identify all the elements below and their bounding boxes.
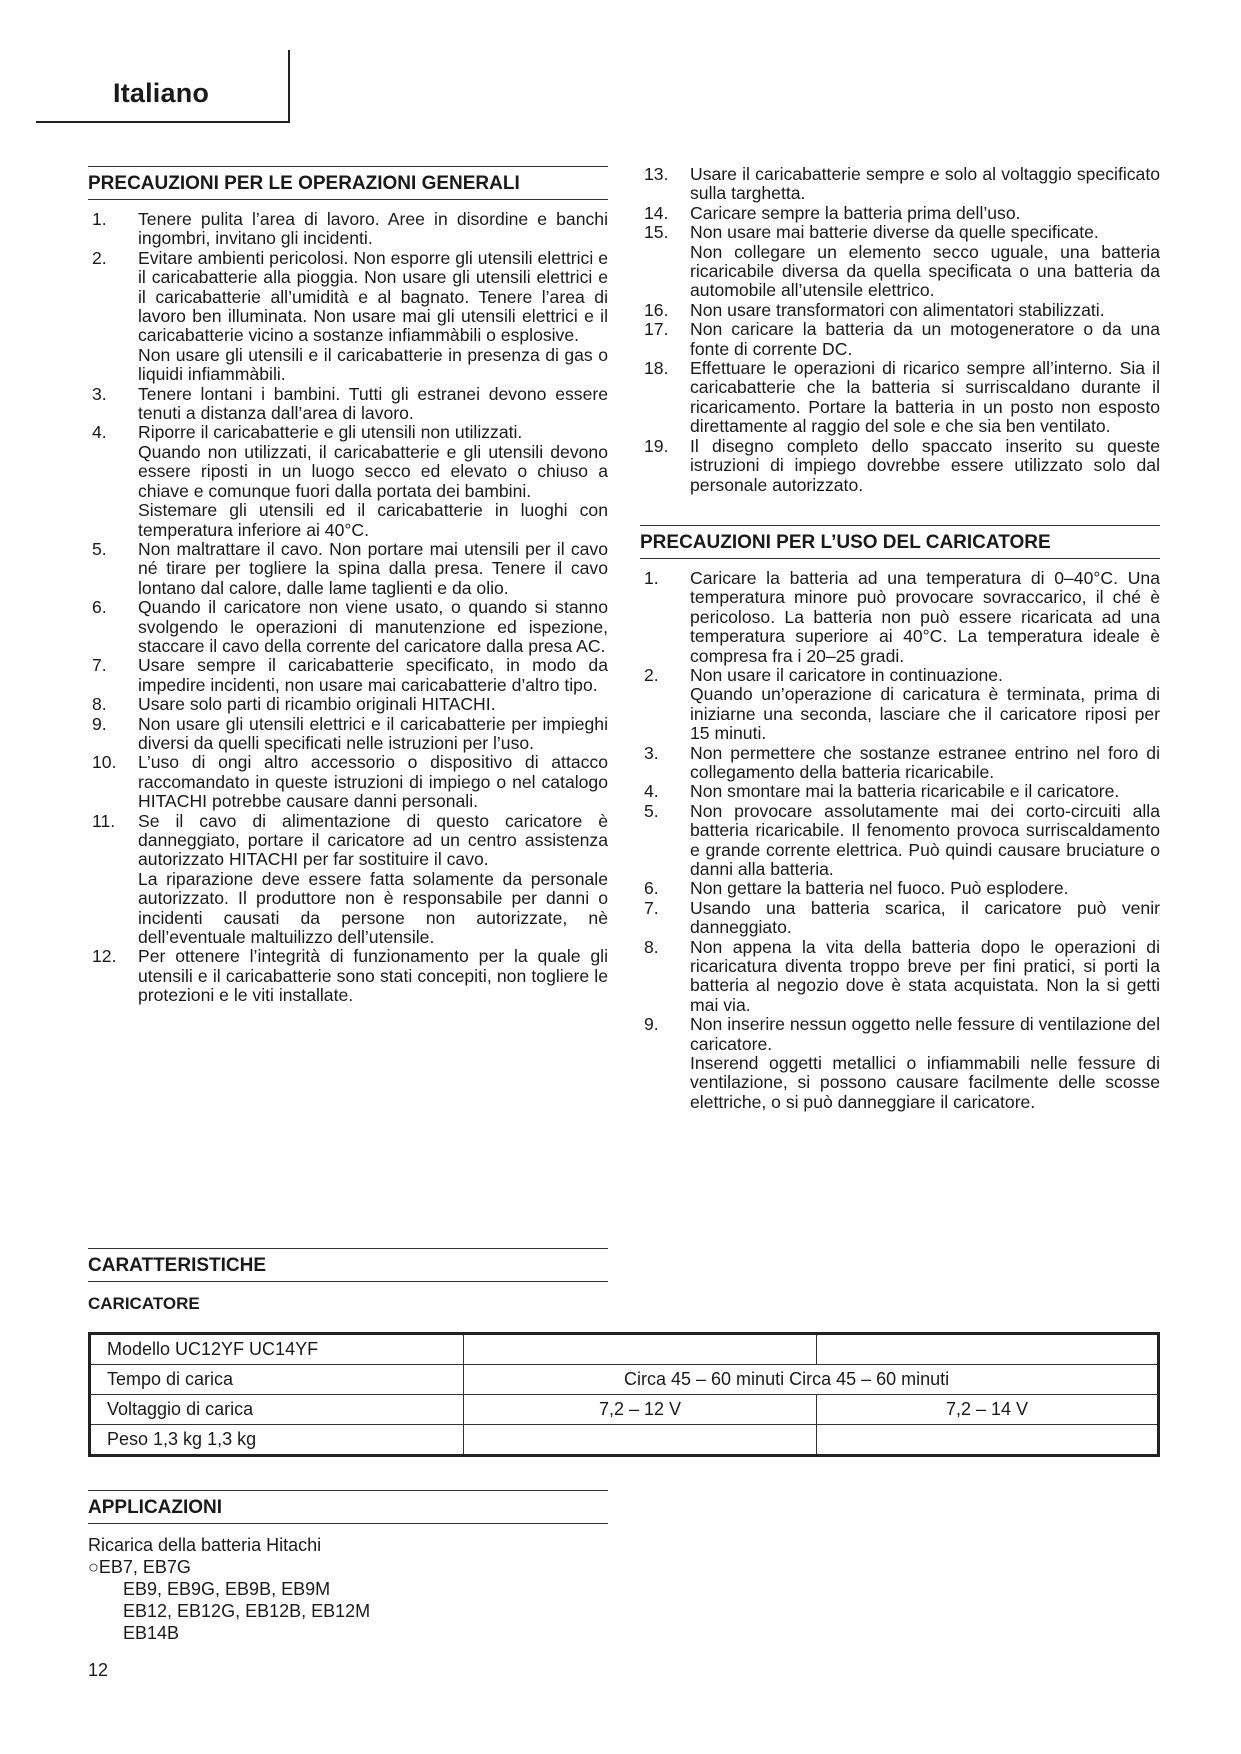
item-text: L’uso di ongi altro accessorio o dispositivo di attacco raccomandato in queste istruzioni di impiego o nel catalogo HITACHI potrebbe causare danni personali. xyxy=(138,752,608,812)
item-text: Non caricare la batteria da un motogeneratore o da una fonte di corrente DC. xyxy=(690,319,1160,359)
battery-models-line: ○EB7, EB7G xyxy=(88,1557,191,1577)
item-extra: Inserend oggetti metallici o infiammabili nelle fessure di ventilazione, si possono causare facilmente delle scosse elettriche, o si può danneggiare il caricatore. xyxy=(690,1053,1160,1112)
item-extra: La riparazione deve essere fatta solamente da personale autorizzato. Il produttore non è responsabile per danni o incidenti causati da persone non autorizzate, nè dell’eventuale maltuilizzo dell’utensile. xyxy=(138,868,608,948)
list-item: 5. Non provocare assolutamente mai dei corto-circuiti alla batteria ricaricabile. Il fenomento provoca surriscaldamento e grande corrente elettrica. Può quindi causare bruciature o danni alla batteria. xyxy=(644,800,1160,879)
list-item: 5. Non maltrattare il cavo. Non portare mai utensili per il cavo né tirare per togliere la spina dalla presa. Tenere il cavo lontano dal calore, dalle lame taglienti e da olio. xyxy=(92,538,608,598)
list-item: 2. Non usare il caricatore in continuazione. Quando un’operazione di caricatura è terminata, prima di iniziarne una seconda, lasciare che il caricatore riposi per 15 minuti. xyxy=(644,664,1160,744)
item-extra: Quando un’operazione di caricatura è terminata, prima di iniziarne una seconda, lasciare che il caricatore riposi per 15 minuti. xyxy=(690,684,1160,744)
list-item: 14. Caricare sempre la batteria prima dell’uso. xyxy=(644,202,1021,223)
item-text: Usare il caricabatterie sempre e solo al voltaggio specificato sulla targhetta. xyxy=(690,164,1160,204)
battery-models-line: EB12, EB12G, EB12B, EB12M xyxy=(123,1601,371,1621)
item-text: Non inserire nessun oggetto nelle fessure di ventilazione del caricatore. xyxy=(690,1014,1160,1054)
right-column xyxy=(640,165,1160,1112)
item-text: Usare sempre il caricabatterie specificato, in modo da impedire incidenti, non usare mai caricabatterie d’altro tipo. xyxy=(138,655,608,695)
list-item: 6. Non gettare la batteria nel fuoco. Può esplodere. xyxy=(644,878,1069,899)
specs-subtitle: CARICATORE xyxy=(88,1294,200,1313)
table-cell: 7,2 – 14 V xyxy=(817,1395,1159,1425)
list-item: 10. L’uso di ongi altro accessorio o dispositivo di attacco raccomandato in queste istruzioni di impiego o nel catalogo HITACHI potrebbe causare danni personali. xyxy=(92,752,608,812)
table-cell xyxy=(817,1425,1159,1456)
item-text: Tenere lontani i bambini. Tutti gli estranei devono essere tenuti a distanza dall’area di lavoro. xyxy=(138,383,608,424)
table-cell: Voltaggio di carica xyxy=(90,1395,464,1425)
list-item: 9. Non inserire nessun oggetto nelle fessure di ventilazione del caricatore. Inserend oggetti metallici o infiammabili nelle fessure di ventilazione, si possono causare facilmente delle scosse elettriche, o si può danneggiare il caricatore. xyxy=(644,1014,1160,1112)
list-item: 12. Per ottenere l’integrità di funzionamento per la quale gli utensili e il caricabatterie sono stati concepiti, non togliere le protezioni e le viti installate. xyxy=(92,946,608,1006)
table-cell: 7,2 – 12 V xyxy=(464,1395,817,1425)
table-cell xyxy=(817,1334,1159,1365)
item-text: Non usare mai batterie diverse da quelle specificate. xyxy=(690,222,1099,243)
list-item: 11. Se il cavo di alimentazione di questo caricatore è danneggiato, portare il caricatore ad un centro assistenza autorizzato HITACHI per far sostituire il cavo. La riparazione deve essere fatta solamente da personale autorizzato. Il produttore non è responsabile per danni o incidenti causati da persone non autorizzate, nè dell’eventuale maltuilizzo dell’utensile. xyxy=(92,810,608,948)
item-text: Non gettare la batteria nel fuoco. Può esplodere. xyxy=(690,878,1069,899)
table-cell: Tempo di carica xyxy=(90,1365,464,1395)
item-text: Se il cavo di alimentazione di questo caricatore è danneggiato, portare il caricatore ad un centro assistenza autorizzato HITACHI per far sostituire il cavo. xyxy=(138,810,608,870)
charger-precautions-title: PRECAUZIONI PER L’USO DEL CARICATORE xyxy=(640,525,1160,559)
table-row xyxy=(90,1334,1159,1365)
battery-models-line: EB14B xyxy=(123,1623,180,1643)
item-text: Usare solo parti di ricambio originali HITACHI. xyxy=(138,694,496,715)
list-item: 4. Non smontare mai la batteria ricaricabile e il caricatore. xyxy=(644,781,1120,802)
charger-precautions-list xyxy=(640,569,1160,1112)
table-row xyxy=(90,1425,1159,1456)
item-text: Quando il caricatore non viene usato, o quando si stanno svolgendo le operazioni di manutenzione ed ispezione, staccare il cavo della corrente del caricatore dalla presa AC. xyxy=(138,597,608,656)
list-item: 13. Usare il caricabatterie sempre e solo al voltaggio specificato sulla targhetta. xyxy=(644,164,1160,204)
item-extra: Non usare gli utensili e il caricabatterie in presenza di gas o liquidi infiammàbili. xyxy=(138,344,608,385)
general-precautions-list xyxy=(88,210,608,1006)
item-text: Usando una batteria scarica, il caricatore può venir danneggiato. xyxy=(690,897,1160,938)
battery-models-line: EB9, EB9G, EB9B, EB9M xyxy=(123,1579,331,1599)
list-item: 1. Caricare la batteria ad una temperatura di 0–40°C. Una temperatura minore può provocare sovraccarico, il ché è pericoloso. La batteria non può essere ricaricata ad una temperatura superiore ai 40°C. La temperatura ideale è compresa fra i 20–25 gradi. xyxy=(644,567,1160,666)
list-item: 3. Tenere lontani i bambini. Tutti gli estranei devono essere tenuti a distanza dall’area di lavoro. xyxy=(92,383,608,424)
item-text: Evitare ambienti pericolosi. Non esporre gli utensili elettrici e il caricabatterie alla pioggia. Non usare gli utensili elettrici e il caricabatterie all’umidità e al bagnato. Tenere l’area di lavoro ben illuminata. Non usare mai gli utensili elettrici e il caricabatterie vicino a sostanze infiammàbili o esplosive. xyxy=(138,247,608,346)
list-item: 7. Usare sempre il caricabatterie specificato, in modo da impedire incidenti, non usare mai caricabatterie d’altro tipo. xyxy=(92,655,608,695)
item-text: Tenere pulita l’area di lavoro. Aree in disordine e banchi ingombri, invitano gli incidenti. xyxy=(138,209,608,249)
item-text: Non permettere che sostanze estranee entrino nel foro di collegamento della batteria ricaricabile. xyxy=(690,742,1160,782)
list-item: 17. Non caricare la batteria da un motogeneratore o da una fonte di corrente DC. xyxy=(644,319,1160,359)
applications-title: APPLICAZIONI xyxy=(88,1490,608,1524)
table-row xyxy=(90,1395,1159,1425)
item-text: Non smontare mai la batteria ricaricabile e il caricatore. xyxy=(690,781,1120,802)
language-title: Italiano xyxy=(113,78,210,108)
list-item: 2. Evitare ambienti pericolosi. Non esporre gli utensili elettrici e il caricabatterie alla pioggia. Non usare gli utensili elettrici e il caricabatterie all’umidità e al bagnato. Tenere l’area di lavoro ben illuminata. Non usare mai gli utensili elettrici e il caricabatterie vicino a sostanze infiammàbili o esplosive. Non usare gli utensili e il caricabatterie in presenza di gas o liquidi infiammàbili. xyxy=(92,247,608,385)
item-text: Non maltrattare il cavo. Non portare mai utensili per il cavo né tirare per togliere la spina dalla presa. Tenere il cavo lontano dal calore, dalle lame taglienti e da olio. xyxy=(138,538,608,598)
list-item: 4. Riporre il caricabatterie e gli utensili non utilizzati. Quando non utilizzati, il caricabatterie e gli utensili devono essere riposti in un luogo secco ed elevato o chiuso a chiave e comunque fuori dalla portata dei bambini. Sistemare gli utensili ed il caricabatterie in luoghi con temperatura inferiore ai 40°C. xyxy=(92,422,608,540)
item-text: Non usare gli utensili elettrici e il caricabatterie per impieghi diversi da quelli specificati nelle istruzioni per l’uso. xyxy=(138,713,608,753)
item-text: Riporre il caricabatterie e gli utensili non utilizzati. xyxy=(138,422,523,443)
general-precautions-title: PRECAUZIONI PER LE OPERAZIONI GENERALI xyxy=(88,166,608,200)
table-cell: Peso 1,3 kg 1,3 kg xyxy=(90,1425,464,1456)
table-cell xyxy=(464,1334,817,1365)
list-item: 3. Non permettere che sostanze estranee entrino nel foro di collegamento della batteria ricaricabile. xyxy=(644,742,1160,782)
item-text: Il disegno completo dello spaccato inserito su queste istruzioni di impiego dovrebbe essere utilizzato solo dal personale autorizzato. xyxy=(690,435,1160,495)
item-text: Non provocare assolutamente mai dei corto-circuiti alla batteria ricaricabile. Il fenomento provoca surriscaldamento e grande corrente elettrica. Può quindi causare bruciature o danni alla batteria. xyxy=(690,800,1160,879)
list-item: 1. Tenere pulita l’area di lavoro. Aree in disordine e banchi ingombri, invitano gli incidenti. xyxy=(92,209,608,249)
list-item: 15. Non usare mai batterie diverse da quelle specificate. Non collegare un elemento secco uguale, una batteria ricaricabile diversa da quella specificata o una batteria da automobile all’utensile elettrico. xyxy=(644,222,1160,301)
item-text: Effettuare le operazioni di ricarico sempre all’interno. Sia il caricabatterie che la batteria si surriscaldano durante il ricaricamento. Portare la batteria in un posto non esposto direttamente al raggio del sole e che sia ben ventilato. xyxy=(690,358,1160,437)
table-cell: Modello UC12YF UC14YF xyxy=(90,1334,464,1365)
list-item: 8. Non appena la vita della batteria dopo le operazioni di ricaricatura diventa troppo breve per fini pratici, si porti la batteria al negozio dove è stata acquistata. Non la si getti mai via. xyxy=(644,936,1160,1015)
applications-intro: Ricarica della batteria Hitachi xyxy=(88,1535,322,1555)
applications-section xyxy=(88,1490,608,1644)
item-text: Per ottenere l’integrità di funzionamento per la quale gli utensili e il caricabatterie sono stati concepiti, non togliere le protezioni e le viti installate. xyxy=(138,946,608,1006)
item-text: Non usare il caricatore in continuazione. xyxy=(690,664,1003,685)
item-extra: Quando non utilizzati, il caricabatterie e gli utensili devono essere riposti in un luogo secco ed elevato o chiuso a chiave e comunque fuori dalla portata dei bambini. xyxy=(138,441,608,501)
specs-table xyxy=(88,1332,1160,1457)
left-column xyxy=(88,166,608,1006)
item-extra: Non collegare un elemento secco uguale, una batteria ricaricabile diversa da quella specificata o una batteria da automobile all’utensile elettrico. xyxy=(690,241,1160,301)
item-text: Non appena la vita della batteria dopo le operazioni di ricaricatura diventa troppo breve per fini pratici, si porti la batteria al negozio dove è stata acquistata. Non la si getti mai via. xyxy=(690,936,1160,1015)
item-text: Caricare la batteria ad una temperatura di 0–40°C. Una temperatura minore può provocare sovraccarico, il ché è pericoloso. La batteria non può essere ricaricata ad una temperatura superiore ai 40°C. La temperatura ideale è compresa fra i 20–25 gradi. xyxy=(690,567,1160,666)
general-precautions-list-continued xyxy=(640,165,1160,495)
table-row xyxy=(90,1365,1159,1395)
list-item: 19. Il disegno completo dello spaccato inserito su queste istruzioni di impiego dovrebbe essere utilizzato solo dal personale autorizzato. xyxy=(644,435,1160,495)
page-number: 12 xyxy=(88,1660,109,1680)
item-text: Caricare sempre la batteria prima dell’uso. xyxy=(690,202,1021,223)
list-item: 7. Usando una batteria scarica, il caricatore può venir danneggiato. xyxy=(644,897,1160,938)
list-item: 6. Quando il caricatore non viene usato, o quando si stanno svolgendo le operazioni di manutenzione ed ispezione, staccare il cavo della corrente del caricatore dalla presa AC. xyxy=(92,597,608,656)
item-text: Non usare transformatori con alimentatori stabilizzati. xyxy=(690,299,1105,320)
list-item: 9. Non usare gli utensili elettrici e il caricabatterie per impieghi diversi da quelli specificati nelle istruzioni per l’uso. xyxy=(92,713,608,753)
specs-section xyxy=(88,1248,608,1314)
specs-title: CARATTERISTICHE xyxy=(88,1248,608,1282)
table-cell xyxy=(464,1425,817,1456)
table-cell: Circa 45 – 60 minuti Circa 45 – 60 minuti xyxy=(464,1365,1159,1395)
list-item: 18. Effettuare le operazioni di ricarico sempre all’interno. Sia il caricabatterie che la batteria si surriscaldano durante il ricaricamento. Portare la batteria in un posto non esposto direttamente al raggio del sole e che sia ben ventilato. xyxy=(644,358,1160,437)
list-item: 16. Non usare transformatori con alimentatori stabilizzati. xyxy=(644,299,1105,320)
item-extra: Sistemare gli utensili ed il caricabatterie in luoghi con temperatura inferiore ai 40°C. xyxy=(138,500,608,540)
list-item: 8. Usare solo parti di ricambio originali HITACHI. xyxy=(92,694,496,715)
